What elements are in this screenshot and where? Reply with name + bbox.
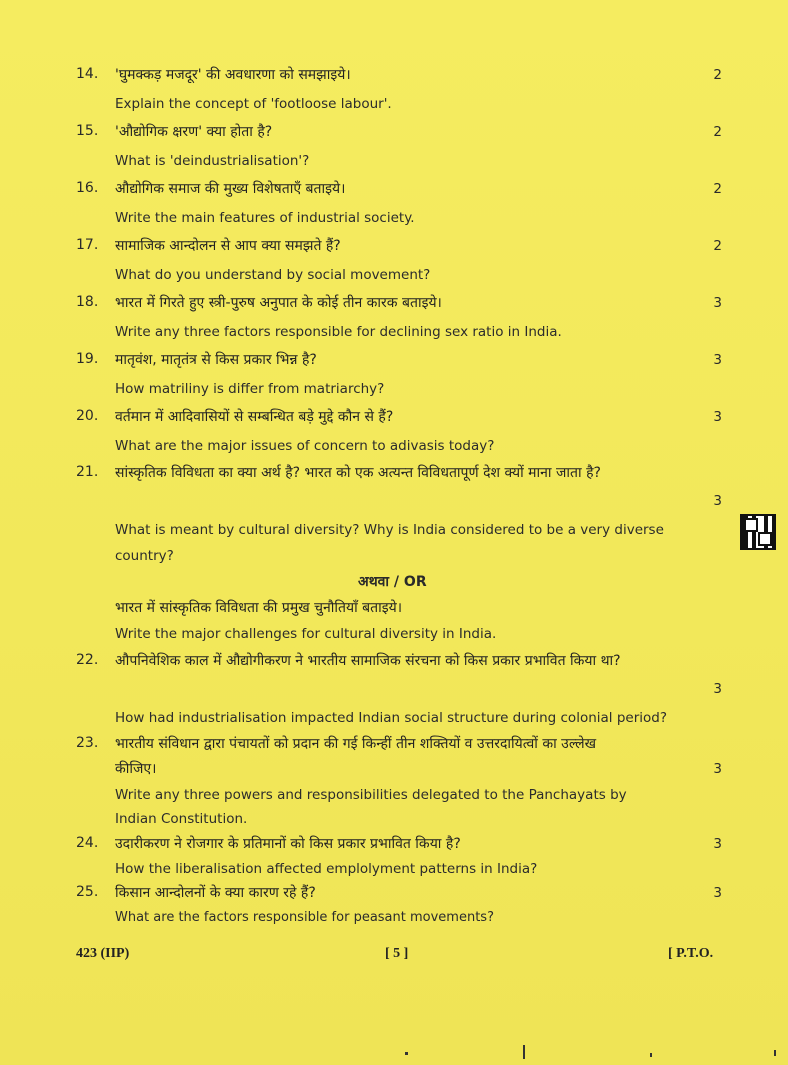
question-hindi: सामाजिक आन्दोलन से आप क्या समझते हैं?: [115, 238, 341, 254]
question-english: What is 'deindustrialisation'?: [115, 153, 310, 169]
question-english-line1: Write any three powers and responsibilities delegated to the Panchayats by: [115, 787, 627, 803]
question-hindi: मातृवंश, मातृतंत्र से किस प्रकार भिन्न है?: [115, 352, 317, 368]
question-number: 15.: [76, 123, 99, 139]
question-marks: 2: [713, 181, 722, 197]
question-english: Explain the concept of 'footloose labour'.: [115, 96, 392, 112]
scan-mark: [523, 1045, 525, 1059]
question-english: How matriliny is differ from matriarchy?: [115, 381, 385, 397]
question-marks: 3: [713, 681, 722, 697]
question-hindi: किसान आन्दोलनों के क्या कारण रहे हैं?: [115, 885, 316, 901]
question-number: 19.: [76, 351, 99, 367]
question-english-line2: Indian Constitution.: [115, 811, 248, 827]
question-hindi: औपनिवेशिक काल में औद्योगीकरण ने भारतीय सामाजिक संरचना को किस प्रकार प्रभावित किया था?: [115, 653, 621, 669]
question-hindi: वर्तमान में आदिवासियों से सम्बन्धित बड़े मुद्दे कौन से हैं?: [115, 409, 394, 425]
question-marks: 3: [713, 493, 722, 509]
question-number: 16.: [76, 180, 99, 196]
question-english: What are the major issues of concern to adivasis today?: [115, 438, 495, 454]
question-number: 20.: [76, 408, 99, 424]
question-english: Write the main features of industrial society.: [115, 210, 415, 226]
question-english-line1: What is meant by cultural diversity? Why is India considered to be a very diverse: [115, 522, 664, 538]
or-label: अथवा / OR: [358, 574, 427, 590]
question-hindi-line2: कीजिए।: [115, 761, 157, 777]
question-number: 24.: [76, 835, 99, 851]
question-hindi: उदारीकरण ने रोजगार के प्रतिमानों को किस प्रकार प्रभावित किया है?: [115, 836, 461, 852]
question-hindi-line1: भारतीय संविधान द्वारा पंचायतों को प्रदान की गई किन्हीं तीन शक्तियों व उत्तरदायित्वों का उल्लेख: [115, 736, 597, 752]
question-english: How had industrialisation impacted Indian social structure during colonial period?: [115, 710, 667, 726]
question-number: 22.: [76, 652, 99, 668]
question-hindi: 'औद्योगिक क्षरण' क्या होता है?: [115, 124, 273, 140]
question-english: What are the factors responsible for peasant movements?: [115, 910, 494, 925]
scan-mark: [405, 1052, 408, 1055]
question-number: 23.: [76, 735, 99, 751]
question-marks: 3: [713, 352, 722, 368]
question-english-line2: country?: [115, 548, 174, 564]
qr-code: [740, 514, 776, 550]
question-hindi: 'घुमक्कड़ मजदूर' की अवधारणा को समझाइये।: [115, 67, 351, 83]
question-marks: 3: [713, 409, 722, 425]
question-english: What do you understand by social movement?: [115, 267, 431, 283]
question-number: 25.: [76, 884, 99, 900]
question-hindi: सांस्कृतिक विविधता का क्या अर्थ है? भारत को एक अत्यन्त विविधतापूर्ण देश क्यों माना जाता है?: [115, 465, 601, 481]
alternative-hindi: भारत में सांस्कृतिक विविधता की प्रमुख चुनौतियाँ बताइये।: [115, 600, 403, 616]
question-marks: 3: [713, 885, 722, 901]
question-marks: 2: [713, 124, 722, 140]
question-number: 17.: [76, 237, 99, 253]
question-marks: 3: [713, 295, 722, 311]
question-english: Write any three factors responsible for declining sex ratio in India.: [115, 324, 562, 340]
scan-mark: [650, 1053, 652, 1057]
question-english: How the liberalisation affected emplolyment patterns in India?: [115, 861, 538, 877]
alternative-english: Write the major challenges for cultural diversity in India.: [115, 626, 497, 642]
question-number: 18.: [76, 294, 99, 310]
question-marks: 2: [713, 238, 722, 254]
scan-mark: [774, 1050, 776, 1056]
question-marks: 3: [713, 836, 722, 852]
page-number: [ 5 ]: [385, 946, 409, 961]
question-hindi: भारत में गिरते हुए स्त्री-पुरुष अनुपात के कोई तीन कारक बताइये।: [115, 295, 442, 311]
question-hindi: औद्योगिक समाज की मुख्य विशेषताएँ बताइये।: [115, 181, 346, 197]
question-marks: 2: [713, 67, 722, 83]
paper-code: 423 (IIP): [76, 946, 130, 961]
question-number: 21.: [76, 464, 99, 480]
question-marks: 3: [713, 761, 722, 777]
question-number: 14.: [76, 66, 99, 82]
pto-label: [ P.T.O.: [668, 946, 714, 961]
